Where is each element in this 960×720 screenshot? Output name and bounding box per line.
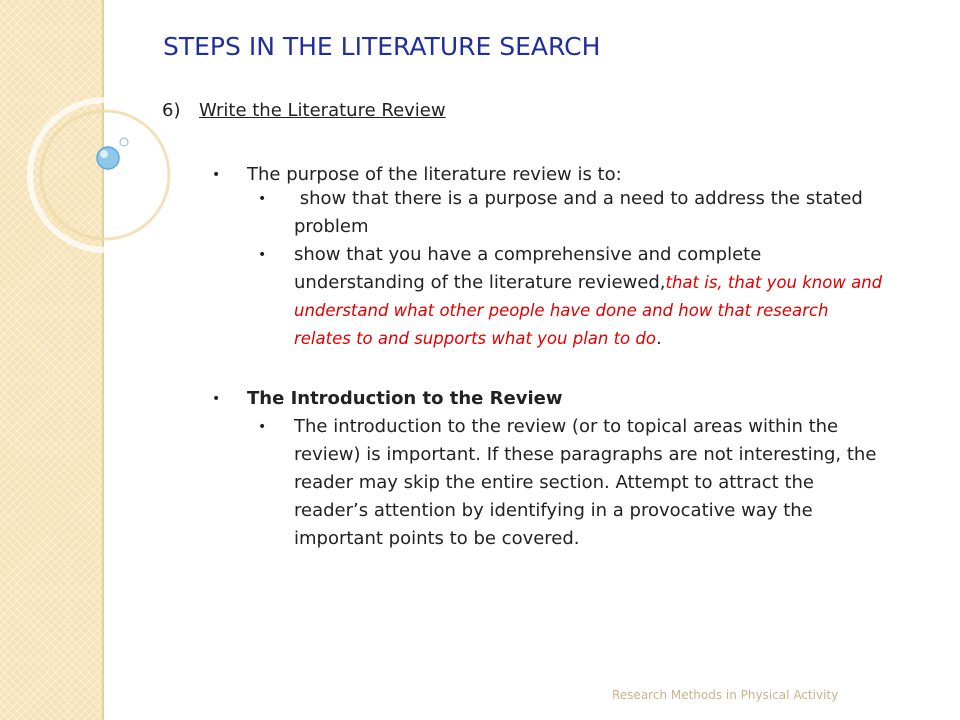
- bullet-icon: •: [258, 191, 267, 207]
- bullet-icon: •: [212, 391, 221, 407]
- slide-title: STEPS IN THE LITERATURE SEARCH: [163, 32, 601, 61]
- decorative-side-band: [0, 0, 104, 720]
- slide-footer: Research Methods in Physical Activity: [612, 688, 839, 702]
- purpose-point-2-period: .: [655, 328, 662, 349]
- step-heading: [162, 97, 446, 125]
- purpose-point-2: [294, 241, 884, 353]
- bullet-icon: •: [212, 167, 221, 183]
- step-title: Write the Literature Review: [199, 100, 446, 121]
- purpose-heading: The purpose of the literature review is to:: [247, 164, 622, 185]
- purpose-point-2-emphasis: that is, that you know and understand what other people have done and how that research relates to and supports what you plan to do: [294, 273, 883, 348]
- bullet-icon: •: [258, 419, 267, 435]
- step-number: 6): [162, 100, 181, 121]
- purpose-point-2-text: show that you have a comprehensive and complete understanding of the literature reviewed,: [294, 244, 762, 293]
- intro-point: The introduction to the review (or to topical areas within the review) is important. If these paragraphs are not interesting, the reader may skip the entire section. Attempt to attract the reader’s attention by identifying in a provocative way the important points to be covered.: [294, 416, 877, 549]
- purpose-point-1: show that there is a purpose and a need to address the stated problem: [294, 188, 869, 237]
- bullet-icon: •: [258, 247, 267, 263]
- intro-heading: The Introduction to the Review: [247, 388, 563, 409]
